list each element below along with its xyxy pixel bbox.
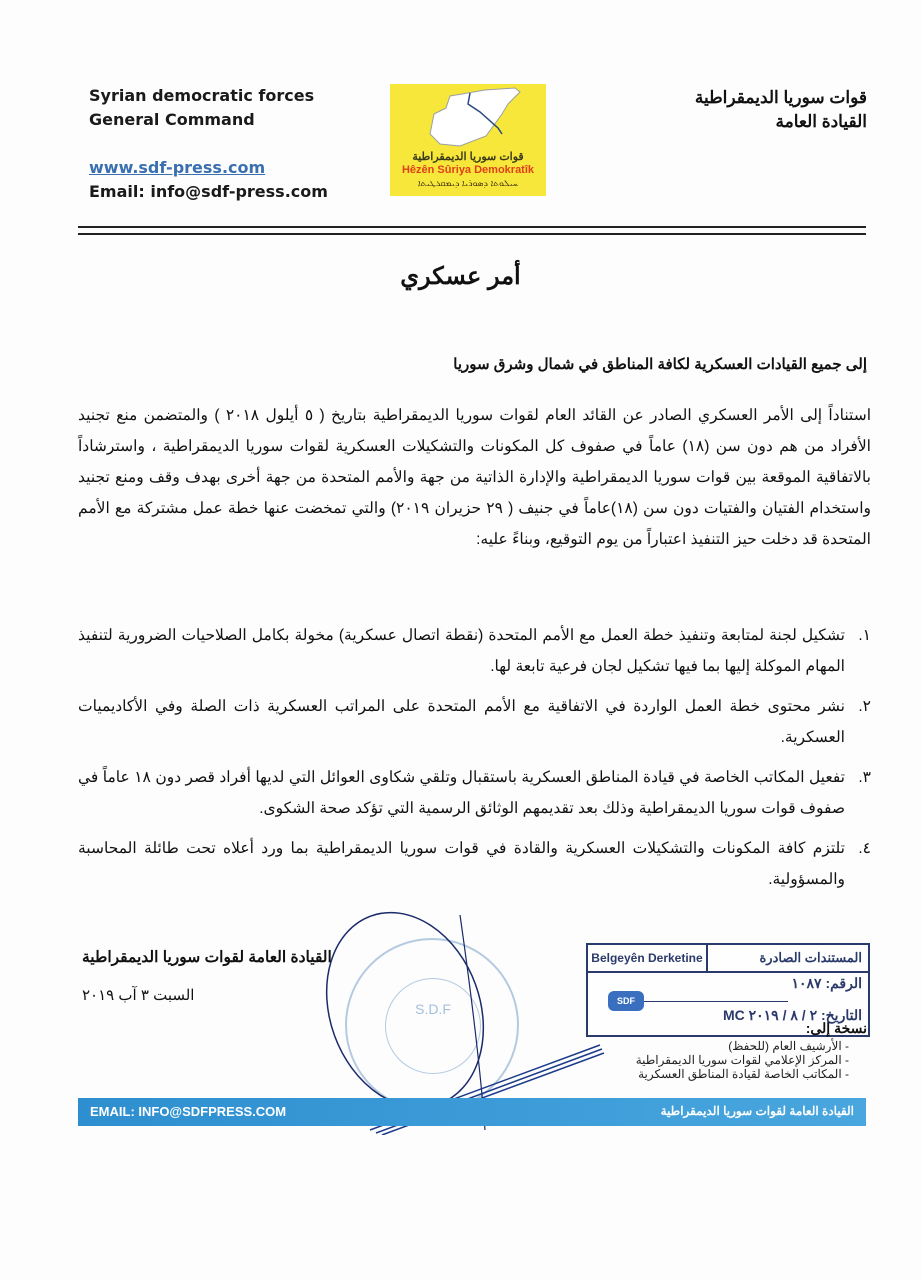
signature-block: القيادة العامة لقوات سوريا الديمقراطية (82, 949, 332, 966)
seal-center: S.D.F (385, 978, 481, 1074)
copies-to (636, 1020, 867, 1081)
body-paragraph: استناداً إلى الأمر العسكري الصادر عن القائد العام لقوات سوريا الديمقراطية بتاريخ ( ٥ أيلول ٢٠١٨ ) والمتضمن منع تجنيد الأفراد من هم دون سن (١٨) عاماً في صفوف كل المكونات والتشكيلات العسكرية لقوات سوريا الديمقراطية ، واسترشاداً بالاتفاقية الموقعة بين قوات سوريا الديمقراطية والإدارة الذاتية من جهة والأمم المتحدة من جهة أخرى بهدف وقف ومنع تجنيد واستخدام الفتيان والفتيات دون سن (١٨)عاماً في جنيف ( ٢٩ حزيران ٢٠١٩) والتي تمخضت عنها خطة عمل مشتركة مع الأمم المتحدة قد دخلت حيز التنفيذ اعتباراً من يوم التوقيع، وبناءً عليه: (78, 407, 872, 548)
document-title: أمر عسكري (400, 263, 521, 290)
addressee: إلى جميع القيادات العسكرية لكافة المناطق في شمال وشرق سوريا (453, 356, 867, 373)
logo-syriac-text: ܚܝܠܘܬܐ ܕܣܘܪܝܐ ܕܝܡܩܪܛܝܬܐ (417, 178, 519, 188)
list-item: ١. تشكيل لجنة لمتابعة وتنفيذ خطة العمل مع الأمم المتحدة (نقطة اتصال عسكرية) مخولة بكامل الصلاحيات الضرورية لتنفيذ المهام الموكلة إليها بما فيها تشكيل لجان فرعية تابعة لها. (78, 627, 871, 675)
header-ar-title (695, 86, 867, 134)
copy-recipient: - المركز الإعلامي لقوات سوريا الديمقراطية (636, 1053, 849, 1067)
website-link[interactable]: www.sdf-press.com (89, 158, 266, 177)
sdf-logo (390, 84, 546, 196)
stamp-date: التاريخ: ٢ / ٨ / ٢٠١٩ MC (722, 1007, 862, 1023)
stamp-en-label: Belgeyên Derketine (588, 945, 708, 971)
org-name-en: Syrian democratic forces (89, 86, 315, 105)
command-en: General Command (89, 110, 255, 129)
header-en-title (89, 84, 314, 132)
command-ar: القيادة العامة (775, 112, 867, 131)
copy-recipient: - الأرشيف العام (للحفظ) (636, 1039, 849, 1053)
footer-ar-text: القيادة العامة لقوات سوريا الديمقراطية (660, 1104, 854, 1118)
header-divider-bottom (78, 233, 866, 235)
sdf-badge-icon: SDF (608, 991, 644, 1011)
syria-map-icon (390, 84, 546, 150)
stamp-number: الرقم: ١٠٨٧ (791, 975, 862, 991)
stamp-ar-label: المستندات الصادرة (759, 950, 862, 965)
footer-bar (78, 1098, 866, 1126)
list-item: ٣. تفعيل المكاتب الخاصة في قيادة المناطق العسكرية باستقبال وتلقي شكاوى العوائل التي لديها أفراد قصر دون ١٨ عاماً في صفوف قوات سوريا الديمقراطية وذلك بعد تقديمهم الوثائق الرسمية التي تؤكد صحة الشكوى. (78, 769, 871, 817)
header-divider-top (78, 226, 866, 228)
order-items (78, 620, 871, 904)
logo-ar-text: قوات سوريا الديمقراطية (412, 151, 524, 163)
document-date: السبت ٣ آب ٢٠١٩ (82, 987, 195, 1004)
footer-email: EMAIL: INFO@SDFPRESS.COM (90, 1104, 287, 1119)
logo-ku-text: Hêzên Sûriya Demokratîk (401, 164, 535, 176)
header-email: Email: info@sdf-press.com (89, 182, 328, 201)
copy-recipient: - المكاتب الخاصة لقيادة المناطق العسكرية (636, 1067, 849, 1081)
copies-title: نسخة إلى: (805, 1020, 867, 1036)
list-item: ٤. تلتزم كافة المكونات والتشكيلات العسكرية والقادة في قوات سوريا الديمقراطية بما ورد أعلاه تحت طائلة المحاسبة والمسؤولية. (78, 840, 871, 888)
list-item: ٢. نشر محتوى خطة العمل الواردة في الاتفاقية مع الأمم المتحدة على المراتب العسكرية ذات الصلة وفي الأكاديميات العسكرية. (78, 698, 871, 746)
org-name-ar: قوات سوريا الديمقراطية (694, 88, 867, 107)
stamp-divider (628, 1001, 788, 1002)
